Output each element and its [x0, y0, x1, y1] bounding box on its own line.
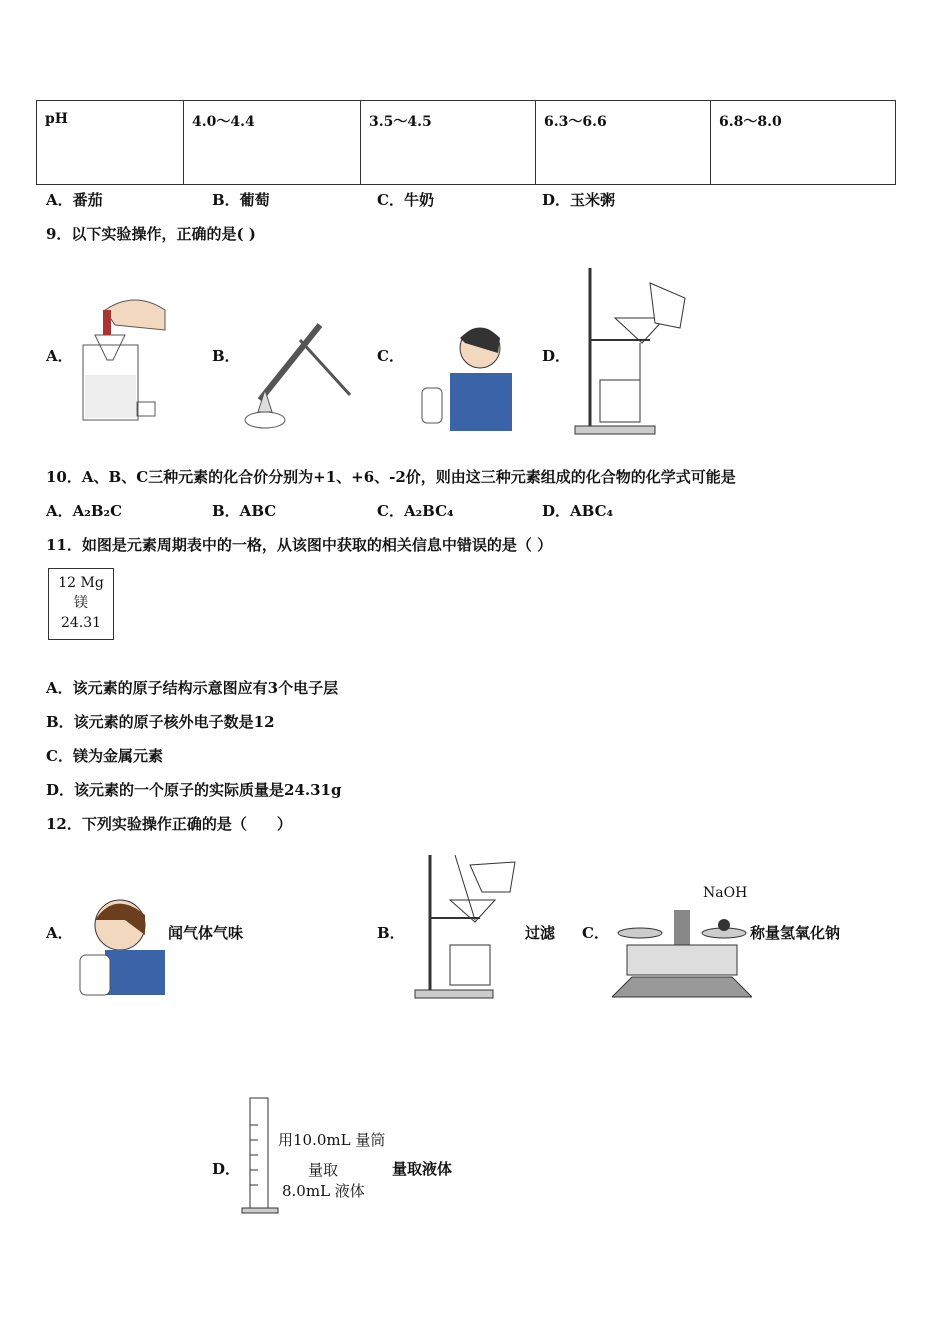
note: 8.0mL 液体: [282, 1182, 365, 1200]
option-label: B．: [212, 347, 240, 365]
option: C．A₂BC₄: [377, 502, 454, 520]
ph-value: 3.5～4.5: [361, 101, 536, 185]
caption: 闻气体气味: [168, 924, 244, 942]
option-label: A．: [46, 924, 73, 942]
option: B．该元素的原子核外电子数是12: [46, 713, 275, 731]
filtration-image: [410, 850, 525, 1000]
naoh-label: NaOH: [703, 885, 748, 901]
ph-header: pH: [37, 101, 184, 185]
option: C．牛奶: [377, 191, 434, 209]
atomic-mass: 24.31: [60, 615, 102, 631]
option: A．番茄: [46, 191, 103, 209]
option-label: C．: [582, 924, 609, 942]
option-label: A．: [46, 347, 73, 365]
ph-table: [36, 100, 896, 185]
option: C．镁为金属元素: [46, 747, 163, 765]
question-10: 10．A、B、C三种元素的化合价分别为+1、+6、-2价，则由这三种元素组成的化合物的化学式可能是: [46, 468, 736, 486]
caption: 称量氢氧化钠: [750, 924, 841, 942]
element-name: 镁: [74, 595, 88, 611]
option: A．A₂B₂C: [46, 502, 123, 520]
option: D．该元素的一个原子的实际质量是24.31g: [46, 781, 342, 799]
option-label: D．: [212, 1160, 241, 1178]
ph-value: 6.3～6.6: [536, 101, 711, 185]
caption: 量取液体: [392, 1160, 453, 1178]
ph-value: 4.0～4.4: [184, 101, 361, 185]
boy-smelling-image: [410, 318, 515, 433]
question-11: 11．如图是元素周期表中的一格，从该图中获取的相关信息中错误的是（ ）: [46, 536, 553, 554]
option: D．ABC₄: [542, 502, 614, 520]
caption: 过滤: [525, 924, 556, 942]
option: D．玉米粥: [542, 191, 616, 209]
option-label: D．: [542, 347, 571, 365]
note: 用10.0mL 量筒: [278, 1131, 386, 1149]
element-symbol: Mg: [80, 575, 104, 591]
filtration-setup-image: [570, 268, 695, 436]
dropper-bottle-image: [75, 290, 170, 425]
graduated-cylinder-image: [240, 1095, 280, 1217]
element-cell: [48, 568, 114, 640]
test-tube-heating-image: [240, 320, 355, 435]
option: A．该元素的原子结构示意图应有3个电子层: [46, 679, 339, 697]
boy-smelling-bottle-image: [75, 890, 170, 1000]
option-label: C．: [377, 347, 404, 365]
note: 量取: [308, 1161, 339, 1179]
question-12: 12．下列实验操作正确的是（ ）: [46, 815, 292, 833]
option-label: B．: [377, 924, 405, 942]
question-9: 9．以下实验操作，正确的是( ): [46, 225, 256, 243]
ph-value: 6.8～8.0: [711, 101, 896, 185]
option: B．ABC: [212, 502, 277, 520]
balance-image: [612, 905, 752, 1001]
atomic-number: 12: [58, 575, 77, 591]
option: B．葡萄: [212, 191, 270, 209]
